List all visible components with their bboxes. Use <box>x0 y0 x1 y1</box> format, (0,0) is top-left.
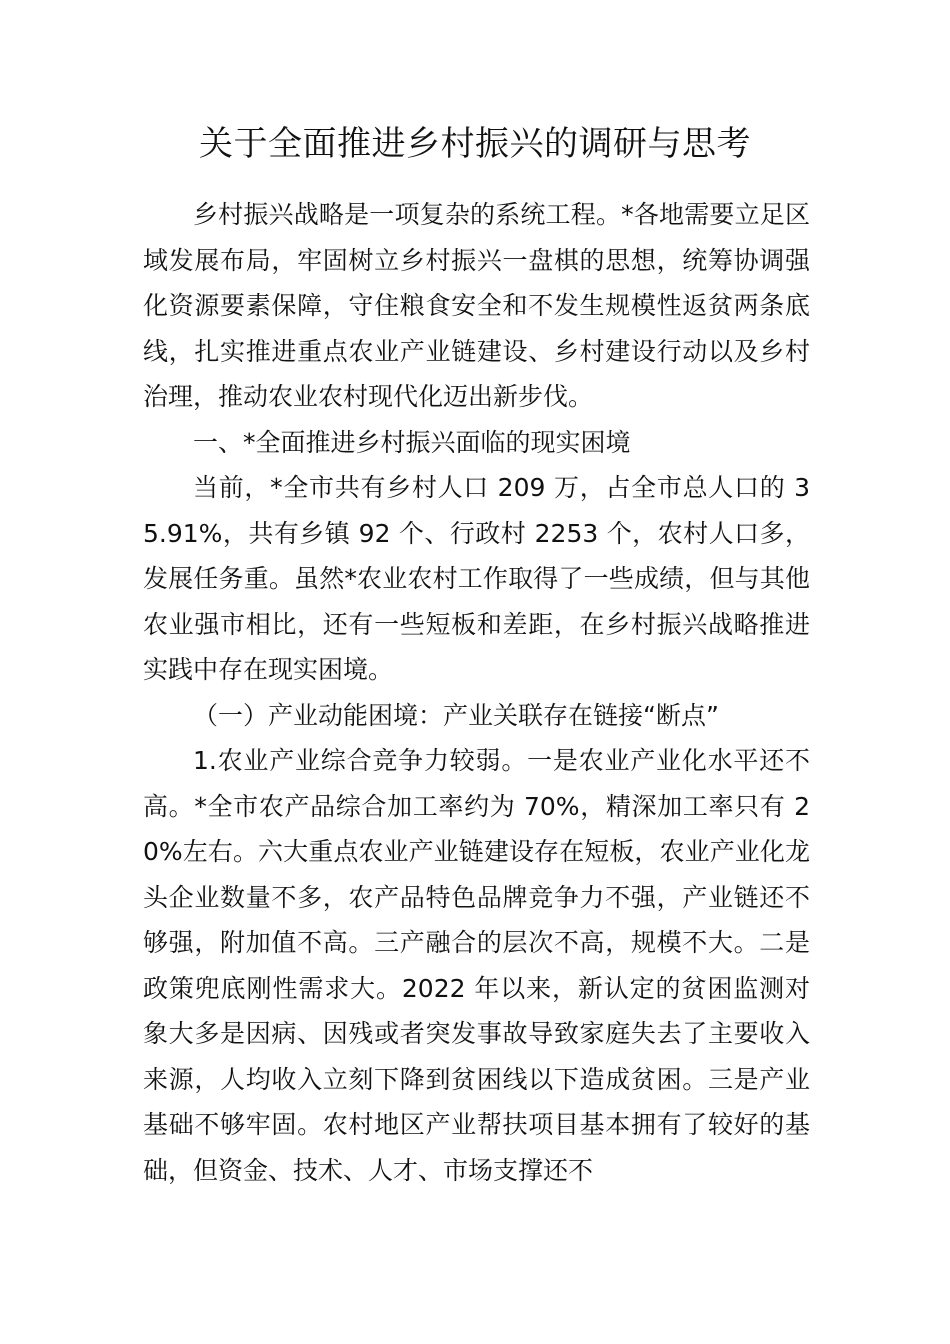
paragraph-current-situation: 当前，*全市共有乡村人口 209 万，占全市总人口的 35.91%，共有乡镇 92 个、行政村 2253 个，农村人口多，发展任务重。虽然*农业农村工作取得了一些成绩，但与其他农业强市相比，还有一些短板和差距，在乡村振兴战略推进实践中存在现实困境。 <box>143 473 810 684</box>
subsection-heading-1: （一）产业动能困境：产业关联存在链接“断点” <box>193 700 719 730</box>
document-title: 关于全面推进乡村振兴的调研与思考 <box>199 124 751 164</box>
document-body <box>143 192 810 1193</box>
paragraph-intro: 乡村振兴战略是一项复杂的系统工程。*各地需要立足区域发展布局，牢固树立乡村振兴一盘棋的思想，统筹协调强化资源要素保障，守住粮食安全和不发生规模性返贫两条底线，扎实推进重点农业产业链建设、乡村建设行动以及乡村治理，推动农业农村现代化迈出新步伐。 <box>143 200 810 411</box>
paragraph-industry-competitiveness: 1.农业产业综合竞争力较弱。一是农业产业化水平还不高。*全市农产品综合加工率约为 70%，精深加工率只有 20%左右。六大重点农业产业链建设存在短板，农业产业化龙头企业数量不多，农产品特色品牌竞争力不强，产业链还不够强，附加值不高。三产融合的层次不高，规模不大。二是政策兜底刚性需求大。2022 年以来，新认定的贫困监测对象大多是因病、因残或者突发事故导致家庭失去了主要收入来源，人均收入立刻下降到贫困线以下造成贫困。三是产业基础不够牢固。农村地区产业帮扶项目基本拥有了较好的基础，但资金、技术、人才、市场支撑还不 <box>143 746 810 1185</box>
section-heading-1: 一、*全面推进乡村振兴面临的现实困境 <box>193 427 631 457</box>
